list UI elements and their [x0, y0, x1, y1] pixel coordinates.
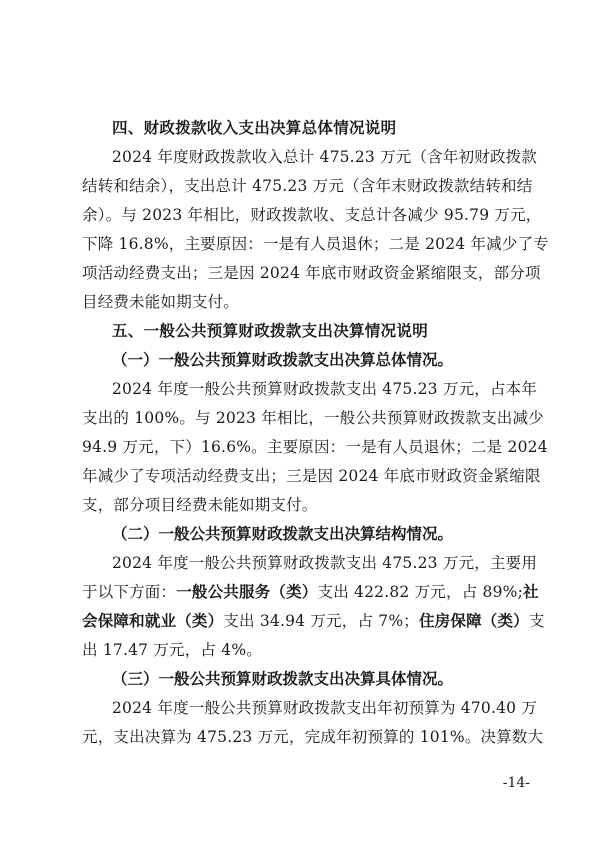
- category-housing-security: 住房保障（类）: [418, 611, 529, 630]
- subsection-2-heading: （二）一般公共预算财政拨款支出决算结构情况。: [112, 524, 454, 543]
- subsection-2-line: 2024 年度一般公共预算财政拨款支出 475.23 万元，主要用: [112, 554, 538, 572]
- line-text: 支出 422.82 万元，占 89%;: [317, 583, 524, 601]
- category-social-security: 会保障和就业（类）: [82, 611, 224, 630]
- section-4-line: 目经费未能如期支付。: [82, 293, 240, 311]
- section-5-heading: 五、一般公共预算财政拨款支出决算情况说明: [112, 322, 429, 340]
- category-social-security-start: 社: [523, 582, 539, 601]
- section-4-heading: 四、财政拨款收入支出决算总体情况说明: [112, 119, 397, 137]
- subsection-2-line: [82, 609, 545, 631]
- subsection-1-line: 年减少了专项活动经费支出；三是因 2024 年底市财政资金紧缩限: [82, 467, 541, 485]
- subsection-3-line: 元，支出决算为 475.23 万元，完成年初预算的 101%。决算数大: [82, 728, 544, 746]
- subsection-2-line: 出 17.47 万元，占 4%。: [82, 641, 262, 659]
- line-text: 支: [528, 612, 545, 630]
- subsection-1-heading: （一）一般公共预算财政拨款支出决算总体情况。: [112, 350, 454, 369]
- line-text: 于以下方面：: [82, 583, 177, 601]
- section-4-line: 结转和结余），支出总计 475.23 万元（含年末财政拨款结转和结: [82, 177, 533, 195]
- category-general-public-services: 一般公共服务（类）: [176, 582, 318, 601]
- subsection-3-line: 2024 年度一般公共预算财政拨款支出年初预算为 470.40 万: [112, 699, 538, 717]
- subsection-2-line: [82, 580, 539, 602]
- line-text: 支出 34.94 万元，占 7%；: [223, 612, 419, 630]
- section-4-line: 2024 年度财政拨款收入总计 475.23 万元（含年初财政拨款: [112, 148, 538, 166]
- subsection-3-heading: （三）一般公共预算财政拨款支出决算具体情况。: [112, 669, 454, 688]
- subsection-1-line: 支，部分项目经费未能如期支付。: [82, 496, 318, 514]
- section-4-line: 余）。与 2023 年相比，财政拨款收、支总计各减少 95.79 万元，: [82, 206, 542, 224]
- subsection-1-line: 2024 年度一般公共预算财政拨款支出 475.23 万元，占本年: [112, 380, 538, 398]
- section-4-line: 下降 16.8%，主要原因：一是有人员退休；二是 2024 年减少了专: [82, 235, 549, 253]
- section-4-line: 项活动经费支出；三是因 2024 年底市财政资金紧缩限支，部分项: [82, 264, 541, 282]
- subsection-1-line: 支出的 100%。与 2023 年相比，一般公共预算财政拨款支出减少: [82, 409, 544, 427]
- page-number: -14-: [502, 775, 530, 791]
- subsection-1-line: 94.9 万元，下）16.6%。主要原因：一是有人员退休；二是 2024: [82, 438, 548, 456]
